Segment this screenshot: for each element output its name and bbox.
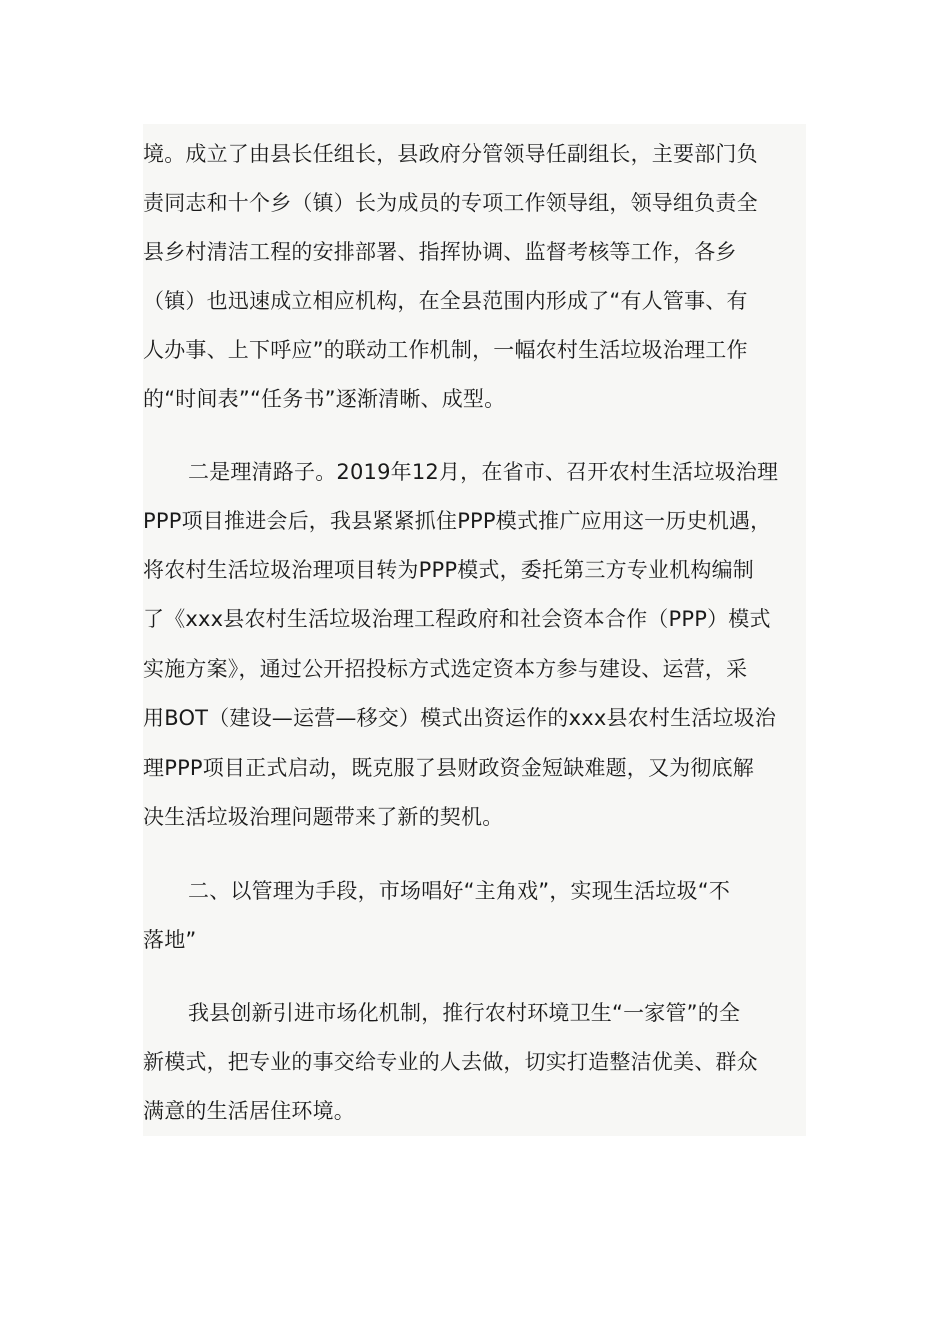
paragraph-2-line-8: 决生活垃圾治理问题带来了新的契机。 xyxy=(143,805,504,829)
paragraph-2-line-2: PPP项目推进会后，我县紧紧抓住PPP模式推广应用这一历史机遇， xyxy=(143,509,772,533)
paragraph-1-line-3: 县乡村清洁工程的安排部署、指挥协调、监督考核等工作，各乡 xyxy=(143,240,737,264)
paragraph-4-line-1: 我县创新引进市场化机制，推行农村环境卫生“一家管”的全 xyxy=(188,1001,741,1025)
paragraph-1-line-4: （镇）也迅速成立相应机构，在全县范围内形成了“有人管事、有 xyxy=(143,289,748,313)
paragraph-2-line-3: 将农村生活垃圾治理项目转为PPP模式，委托第三方专业机构编制 xyxy=(143,558,754,582)
paragraph-1-line-2: 责同志和十个乡（镇）长为成员的专项工作领导组，领导组负责全 xyxy=(143,191,758,215)
paragraph-2-line-7: 理PPP项目正式启动，既克服了县财政资金短缺难题，又为彻底解 xyxy=(143,756,754,780)
section-heading-line-1: 二、以管理为手段，市场唱好“主角戏”，实现生活垃圾“不 xyxy=(188,879,731,903)
paragraph-2-line-5: 实施方案》，通过公开招投标方式选定资本方参与建设、运营，采 xyxy=(143,657,748,681)
paragraph-1-line-1: 境。成立了由县长任组长，县政府分管领导任副组长，主要部门负 xyxy=(143,142,758,166)
section-heading-line-2: 落地” xyxy=(143,928,197,952)
paragraph-1-line-6: 的“时间表”“任务书”逐渐清晰、成型。 xyxy=(143,387,506,411)
paragraph-2-line-6: 用BOT（建设—运营—移交）模式出资运作的xxx县农村生活垃圾治 xyxy=(143,706,777,730)
paragraph-4-line-3: 满意的生活居住环境。 xyxy=(143,1099,355,1123)
paragraph-2-line-4: 了《xxx县农村生活垃圾治理工程政府和社会资本合作（PPP）模式 xyxy=(143,607,771,631)
paragraph-2-line-1: 二是理清路子。2019年12月，在省市、召开农村生活垃圾治理 xyxy=(188,460,779,484)
document-text-block xyxy=(143,124,806,1136)
paragraph-4-line-2: 新模式，把专业的事交给专业的人去做，切实打造整洁优美、群众 xyxy=(143,1050,758,1074)
paragraph-1-line-5: 人办事、上下呼应”的联动工作机制，一幅农村生活垃圾治理工作 xyxy=(143,338,748,362)
